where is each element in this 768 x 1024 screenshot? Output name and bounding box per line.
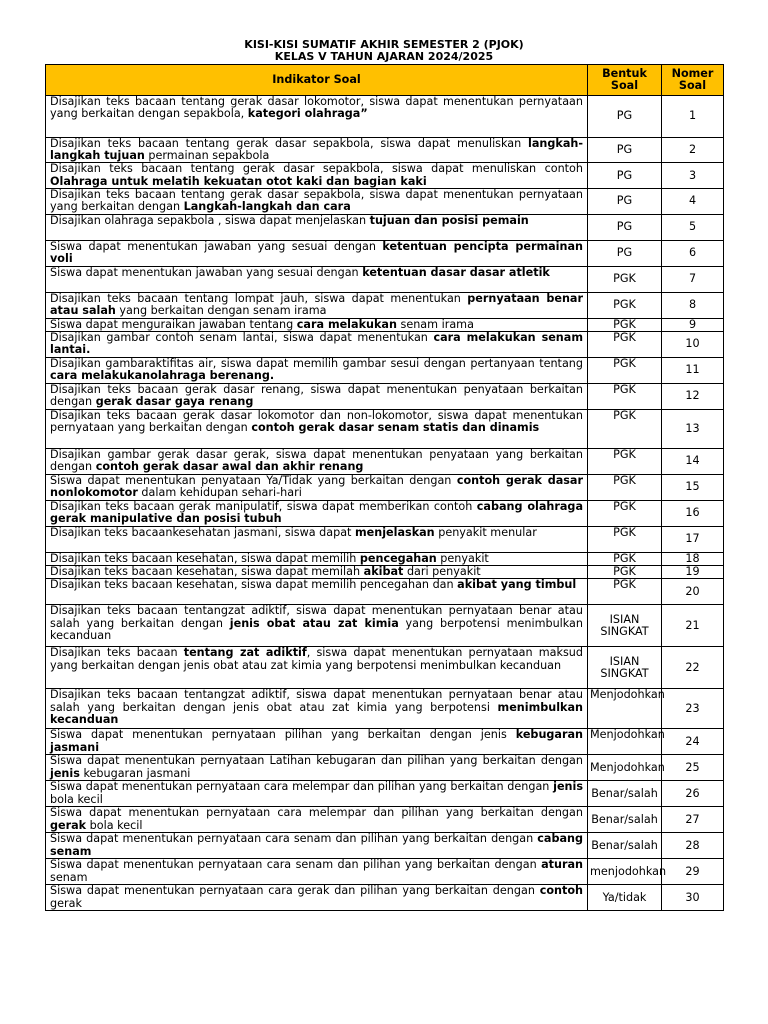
- number-cell: 16: [662, 501, 724, 527]
- form-cell: PGK: [588, 384, 662, 410]
- indicator-bold-text: contoh gerak dasar awal dan akhir renang: [95, 460, 364, 474]
- number-cell: 24: [662, 729, 724, 755]
- table-row: [46, 833, 724, 859]
- indicator-cell: [46, 859, 588, 885]
- number-cell: 26: [662, 781, 724, 807]
- form-cell: PGK: [588, 292, 662, 318]
- number-cell: 18: [662, 553, 724, 566]
- form-cell: PGK: [588, 358, 662, 384]
- kisi-kisi-table: [45, 64, 724, 911]
- indicator-cell: [46, 605, 588, 647]
- indicator-text: Siswa dapat menguraikan jawaban tentang: [50, 317, 297, 331]
- indicator-text: Disajikan teks bacaan tentangzat adiktif, siswa dapat menentukan pernyataan benar atau salah yang berkaitan dengan: [50, 604, 583, 630]
- indicator-cell: [46, 292, 588, 318]
- indicator-text: Siswa dapat menentukan jawaban yang sesuai dengan: [50, 265, 363, 279]
- table-row: [46, 579, 724, 605]
- table-row: [46, 96, 724, 138]
- indicator-bold-text: kategori olahraga”: [247, 107, 368, 121]
- number-cell: 8: [662, 292, 724, 318]
- indicator-text: Disajikan teks bacaan tentang gerak dasar sepakbola, siswa dapat menuliskan: [50, 137, 529, 150]
- number-cell: 28: [662, 833, 724, 859]
- indicator-cell: [46, 527, 588, 553]
- indicator-cell: [46, 318, 588, 331]
- indicator-text: Siswa dapat menentukan penyataan Ya/Tidak yang berkaitan dengan: [50, 474, 457, 488]
- indicator-cell: [46, 384, 588, 410]
- form-cell: PGK: [588, 527, 662, 553]
- number-cell: 25: [662, 755, 724, 781]
- indicator-text: permainan sepakbola: [144, 149, 270, 163]
- table-row: [46, 885, 724, 911]
- indicator-text: Disajikan teks bacaan tentang gerak dasar lokomotor, siswa dapat menentukan pernyataan yang berkaitan dengan sepakbola,: [50, 95, 583, 121]
- table-row: [46, 781, 724, 807]
- header-nomer-soal: Nomer Soal: [662, 65, 724, 96]
- indicator-text: senam: [50, 870, 88, 884]
- indicator-bold-text: contoh: [539, 884, 583, 898]
- number-cell: 10: [662, 332, 724, 358]
- title-line-1: KISI-KISI SUMATIF AKHIR SEMESTER 2 (PJOK): [244, 38, 524, 51]
- table-row: [46, 755, 724, 781]
- indicator-text: penyakit menular: [434, 526, 537, 540]
- table-row: [46, 163, 724, 188]
- table-row: [46, 605, 724, 647]
- indicator-text: Disajikan teks bacaan tentangzat adiktif, siswa dapat menentukan pernyataan benar atau salah yang berkaitan dengan jenis obat atau zat kimia yang berpotensi: [50, 688, 583, 714]
- table-row: [46, 859, 724, 885]
- form-cell: PGK: [588, 566, 662, 579]
- indicator-text: Disajikan teks bacaan tentang gerak dasar sepakbola, siswa dapat menentukan pernyataan yang berkaitan dengan: [50, 187, 583, 214]
- number-cell: 11: [662, 358, 724, 384]
- table-row: [46, 384, 724, 410]
- indicator-bold-text: cara melakukanolahraga berenang.: [50, 369, 275, 383]
- indicator-text: Siswa dapat menentukan pernyataan cara gerak dan pilihan yang berkaitan dengan: [50, 884, 540, 898]
- indicator-text: Disajikan teks bacaan gerak manipulatif, siswa dapat memberikan contoh: [50, 500, 477, 514]
- document-title: [0, 39, 768, 63]
- indicator-bold-text: jenis: [50, 766, 80, 780]
- indicator-text: senam irama: [396, 317, 474, 331]
- indicator-bold-text: kebugaran jasmani: [50, 728, 583, 754]
- form-cell: Menjodohkan: [588, 729, 662, 755]
- indicator-bold-text: cabang olahraga gerak manipulative dan posisi tubuh: [50, 500, 583, 526]
- indicator-cell: [46, 885, 588, 911]
- indicator-text: Siswa dapat menentukan pernyataan Latihan kebugaran dan pilihan yang berkaitan dengan: [50, 754, 583, 768]
- indicator-text: Disajikan teks bacaan kesehatan, siswa dapat memilih pencegahan dan: [50, 578, 458, 592]
- table-row: [46, 292, 724, 318]
- table-row: [46, 689, 724, 729]
- number-cell: 9: [662, 318, 724, 331]
- form-cell: PG: [588, 214, 662, 240]
- form-cell: Benar/salah: [588, 807, 662, 833]
- number-cell: 12: [662, 384, 724, 410]
- table-row: [46, 240, 724, 266]
- number-cell: 1: [662, 96, 724, 138]
- indicator-text: Disajikan gambar gerak dasar gerak, siswa dapat menentukan penyataan yang berkaitan dengan: [50, 448, 583, 474]
- indicator-text: Disajikan gambar contoh senam lantai, siswa dapat menentukan: [50, 331, 434, 345]
- table-body: [46, 96, 724, 911]
- form-cell: PGK: [588, 410, 662, 449]
- indicator-cell: [46, 566, 588, 579]
- indicator-text: Disajikan teks bacaan gerak dasar lokomotor dan non-lokomotor, siswa dapat menentukan pernyataan yang berkaitan dengan: [50, 409, 583, 435]
- indicator-text: Disajikan teks bacaan tentang gerak dasar sepakbola, siswa dapat menuliskan contoh: [50, 162, 583, 176]
- indicator-text: Disajikan teks bacaan gerak dasar renang, siswa dapat menentukan penyataan berkaitan dengan: [50, 383, 583, 409]
- indicator-text: Siswa dapat menentukan pernyataan cara senam dan pilihan yang berkaitan dengan: [50, 858, 542, 872]
- table-row: [46, 214, 724, 240]
- number-cell: 30: [662, 885, 724, 911]
- number-cell: 5: [662, 214, 724, 240]
- table-row: [46, 358, 724, 384]
- indicator-bold-text: ketentuan dasar dasar atletik: [362, 265, 550, 279]
- number-cell: 21: [662, 605, 724, 647]
- number-cell: 13: [662, 410, 724, 449]
- indicator-cell: [46, 240, 588, 266]
- number-cell: 20: [662, 579, 724, 605]
- indicator-text: bola kecil: [86, 818, 143, 832]
- indicator-bold-text: langkah-langkah tujuan: [50, 137, 583, 163]
- form-cell: PGK: [588, 501, 662, 527]
- indicator-cell: [46, 266, 588, 292]
- number-cell: 2: [662, 138, 724, 163]
- table-row: [46, 188, 724, 214]
- number-cell: 27: [662, 807, 724, 833]
- indicator-bold-text: cara melakukan senam lantai.: [50, 331, 583, 357]
- form-cell: PGK: [588, 475, 662, 501]
- indicator-cell: [46, 807, 588, 833]
- number-cell: 29: [662, 859, 724, 885]
- table-row: [46, 807, 724, 833]
- indicator-text: Disajikan teks bacaan: [50, 646, 184, 660]
- indicator-text: kebugaran jasmani: [79, 766, 191, 780]
- form-cell: PGK: [588, 579, 662, 605]
- number-cell: 4: [662, 188, 724, 214]
- indicator-cell: [46, 729, 588, 755]
- indicator-text: yang berpotensi menimbulkan kecanduan: [50, 616, 583, 642]
- indicator-text: gerak: [50, 896, 82, 910]
- table-row: [46, 475, 724, 501]
- form-cell: ISIAN SINGKAT: [588, 605, 662, 647]
- indicator-bold-text: aturan: [541, 858, 583, 872]
- indicator-bold-text: menimbulkan kecanduan: [50, 700, 583, 726]
- number-cell: 3: [662, 163, 724, 188]
- indicator-cell: [46, 188, 588, 214]
- table-row: [46, 647, 724, 689]
- header-bentuk-soal: Bentuk Soal: [588, 65, 662, 96]
- indicator-cell: [46, 214, 588, 240]
- number-cell: 15: [662, 475, 724, 501]
- number-cell: 19: [662, 566, 724, 579]
- form-cell: Menjodohkan: [588, 689, 662, 729]
- indicator-cell: [46, 332, 588, 358]
- indicator-bold-text: ketentuan pencipta permainan voli: [50, 239, 583, 266]
- indicator-text: Siswa dapat menentukan pernyataan cara melempar dan pilihan yang berkaitan dengan: [50, 780, 554, 794]
- indicator-bold-text: menjelaskan: [355, 526, 435, 540]
- number-cell: 14: [662, 449, 724, 475]
- indicator-bold-text: Olahraga untuk melatih kekuatan otot kaki dan bagian kaki: [50, 174, 427, 188]
- indicator-cell: [46, 138, 588, 163]
- indicator-bold-text: pernyataan benar atau salah: [50, 291, 583, 318]
- indicator-text: penyakit: [436, 552, 489, 566]
- indicator-text: Disajikan teks bacaan tentang lompat jauh, siswa dapat menentukan: [50, 291, 468, 305]
- header-indikator-soal: Indikator Soal: [46, 65, 588, 96]
- indicator-cell: [46, 163, 588, 188]
- indicator-text: Siswa dapat menentukan pernyataan pilihan yang berkaitan dengan jenis: [50, 728, 516, 742]
- table-row: [46, 553, 724, 566]
- table-row: [46, 527, 724, 553]
- indicator-text: Disajikan teks bacaan kesehatan, siswa dapat memilih: [50, 552, 360, 566]
- table-row: [46, 729, 724, 755]
- indicator-bold-text: Langkah-langkah dan cara: [183, 200, 351, 214]
- form-cell: PGK: [588, 332, 662, 358]
- indicator-cell: [46, 647, 588, 689]
- title-line-2: KELAS V TAHUN AJARAN 2024/2025: [274, 50, 494, 63]
- indicator-cell: [46, 410, 588, 449]
- indicator-bold-text: gerak dasar gaya renang: [95, 395, 254, 409]
- indicator-cell: [46, 579, 588, 605]
- table-row: [46, 449, 724, 475]
- table-row: [46, 566, 724, 579]
- table-row: [46, 318, 724, 331]
- form-cell: ISIAN SINGKAT: [588, 647, 662, 689]
- table-row: [46, 410, 724, 449]
- indicator-bold-text: gerak: [50, 818, 87, 832]
- number-cell: 17: [662, 527, 724, 553]
- indicator-cell: [46, 553, 588, 566]
- indicator-text: Siswa dapat menentukan pernyataan cara senam dan pilihan yang berkaitan dengan: [50, 832, 538, 846]
- indicator-bold-text: jenis obat atau zat kimia: [229, 616, 399, 630]
- indicator-text: Siswa dapat menentukan jawaban yang sesuai dengan: [50, 239, 383, 253]
- form-cell: Benar/salah: [588, 833, 662, 859]
- indicator-cell: [46, 833, 588, 859]
- indicator-bold-text: akibat yang timbul: [457, 578, 577, 592]
- indicator-cell: [46, 475, 588, 501]
- indicator-bold-text: cabang senam: [50, 832, 583, 858]
- form-cell: PGK: [588, 449, 662, 475]
- form-cell: PGK: [588, 553, 662, 566]
- indicator-text: Disajikan olahraga sepakbola , siswa dapat menjelaskan: [50, 213, 370, 227]
- indicator-text: yang berkaitan dengan senam irama: [115, 304, 327, 318]
- indicator-bold-text: contoh gerak dasar nonlokomotor: [50, 474, 583, 500]
- indicator-text: Disajikan teks bacaan kesehatan, siswa dapat memilah: [50, 565, 364, 579]
- form-cell: menjodohkan: [588, 859, 662, 885]
- form-cell: PG: [588, 188, 662, 214]
- indicator-bold-text: jenis: [553, 780, 583, 794]
- indicator-text: , siswa dapat menentukan pernyataan maksud yang berkaitan dengan jenis obat atau zat kimia yang berpotensi menimbulkan kecanduan: [50, 646, 584, 672]
- indicator-cell: [46, 96, 588, 138]
- indicator-text: Disajikan teks bacaankesehatan jasmani, siswa dapat: [50, 526, 356, 540]
- indicator-cell: [46, 781, 588, 807]
- indicator-cell: [46, 689, 588, 729]
- form-cell: Ya/tidak: [588, 885, 662, 911]
- indicator-bold-text: tentang zat adiktif: [183, 646, 307, 660]
- form-cell: PG: [588, 240, 662, 266]
- indicator-bold-text: tujuan dan posisi pemain: [369, 213, 529, 227]
- indicator-text: dari penyakit: [403, 565, 481, 579]
- indicator-cell: [46, 358, 588, 384]
- form-cell: PG: [588, 138, 662, 163]
- form-cell: PGK: [588, 318, 662, 331]
- form-cell: PG: [588, 96, 662, 138]
- indicator-text: dalam kehidupan sehari-hari: [137, 486, 302, 500]
- table-row: [46, 332, 724, 358]
- form-cell: PG: [588, 163, 662, 188]
- indicator-cell: [46, 755, 588, 781]
- number-cell: 7: [662, 266, 724, 292]
- indicator-cell: [46, 449, 588, 475]
- number-cell: 22: [662, 647, 724, 689]
- indicator-text: Siswa dapat menentukan pernyataan cara melempar dan pilihan yang berkaitan dengan: [50, 806, 583, 820]
- indicator-text: bola kecil: [50, 792, 103, 806]
- indicator-bold-text: pencegahan: [359, 552, 437, 566]
- table-row: [46, 266, 724, 292]
- form-cell: PGK: [588, 266, 662, 292]
- indicator-cell: [46, 501, 588, 527]
- number-cell: 6: [662, 240, 724, 266]
- form-cell: Benar/salah: [588, 781, 662, 807]
- indicator-text: Disajikan gambaraktifitas air, siswa dapat memilih gambar sesui dengan pertanyaan tentang: [50, 357, 583, 371]
- number-cell: 23: [662, 689, 724, 729]
- form-cell: Menjodohkan: [588, 755, 662, 781]
- table-row: [46, 138, 724, 163]
- table-header-row: [46, 65, 724, 96]
- table-row: [46, 501, 724, 527]
- indicator-bold-text: cara melakukan: [296, 317, 397, 331]
- indicator-bold-text: contoh gerak dasar senam statis dan dinamis: [251, 421, 540, 435]
- indicator-bold-text: akibat: [363, 565, 404, 579]
